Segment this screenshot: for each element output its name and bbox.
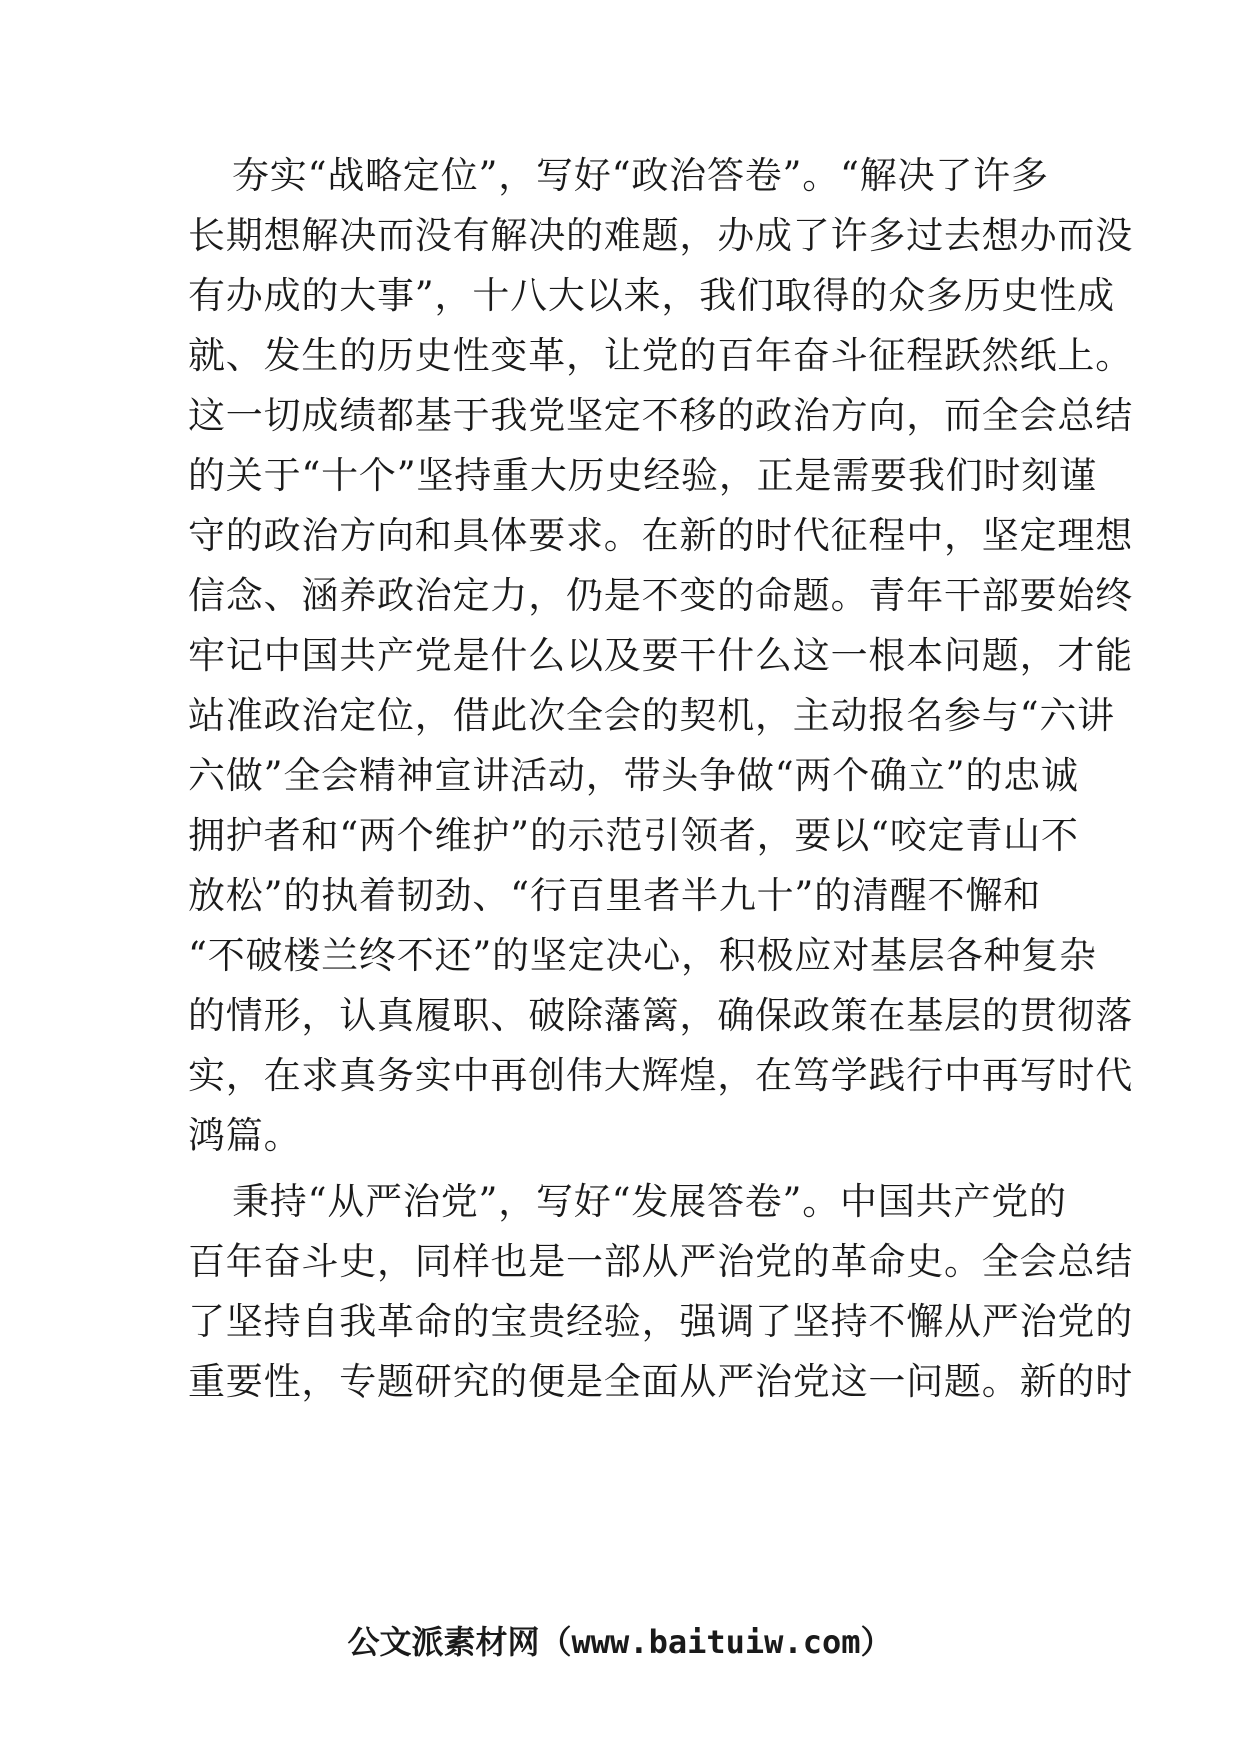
text-line: 有办成的大事”，十八大以来，我们取得的众多历史性成 <box>188 274 1115 317</box>
text-line: 长期想解决而没有解决的难题，办成了许多过去想办而没 <box>188 214 1133 257</box>
text-line: 的情形，认真履职、破除藩篱，确保政策在基层的贯彻落 <box>188 994 1133 1037</box>
text-line: 重要性，专题研究的便是全面从严治党这一问题。新的时 <box>188 1360 1133 1403</box>
text-line: 信念、涵养政治定力，仍是不变的命题。青年干部要始终 <box>188 574 1133 617</box>
text-line: 了坚持自我革命的宝贵经验，强调了坚持不懈从严治党的 <box>188 1300 1133 1343</box>
text-line: 牢记中国共产党是什么以及要干什么这一根本问题，才能 <box>188 634 1133 677</box>
text-line: 夯实“战略定位”，写好“政治答卷”。“解决了许多 <box>232 154 1049 197</box>
text-line: 六做”全会精神宣讲活动，带头争做“两个确立”的忠诚 <box>188 754 1079 797</box>
text-line: 百年奋斗史，同样也是一部从严治党的革命史。全会总结 <box>188 1240 1133 1283</box>
text-line: 就、发生的历史性变革，让党的百年奋斗征程跃然纸上。 <box>188 334 1133 377</box>
text-line: 守的政治方向和具体要求。在新的时代征程中，坚定理想 <box>188 514 1133 557</box>
text-line: 站准政治定位，借此次全会的契机，主动报名参与“六讲 <box>188 694 1115 737</box>
text-line: 拥护者和“两个维护”的示范引领者，要以“咬定青山不 <box>188 814 1079 857</box>
text-line: 的关于“十个”坚持重大历史经验，正是需要我们时刻谨 <box>188 454 1097 497</box>
text-line: 鸿篇。 <box>188 1114 302 1157</box>
page-footer: 公文派素材网（www.baituiw.com） <box>347 1623 893 1661</box>
text-line: 秉持“从严治党”，写好“发展答卷”。中国共产党的 <box>232 1180 1067 1223</box>
text-line: 实，在求真务实中再创伟大辉煌，在笃学践行中再写时代 <box>188 1054 1133 1097</box>
text-line: 放松”的执着韧劲、“行百里者半九十”的清醒不懈和 <box>188 874 1041 917</box>
text-line: “不破楼兰终不还”的坚定决心，积极应对基层各种复杂 <box>188 934 1097 977</box>
text-line: 这一切成绩都基于我党坚定不移的政治方向，而全会总结 <box>188 394 1133 437</box>
